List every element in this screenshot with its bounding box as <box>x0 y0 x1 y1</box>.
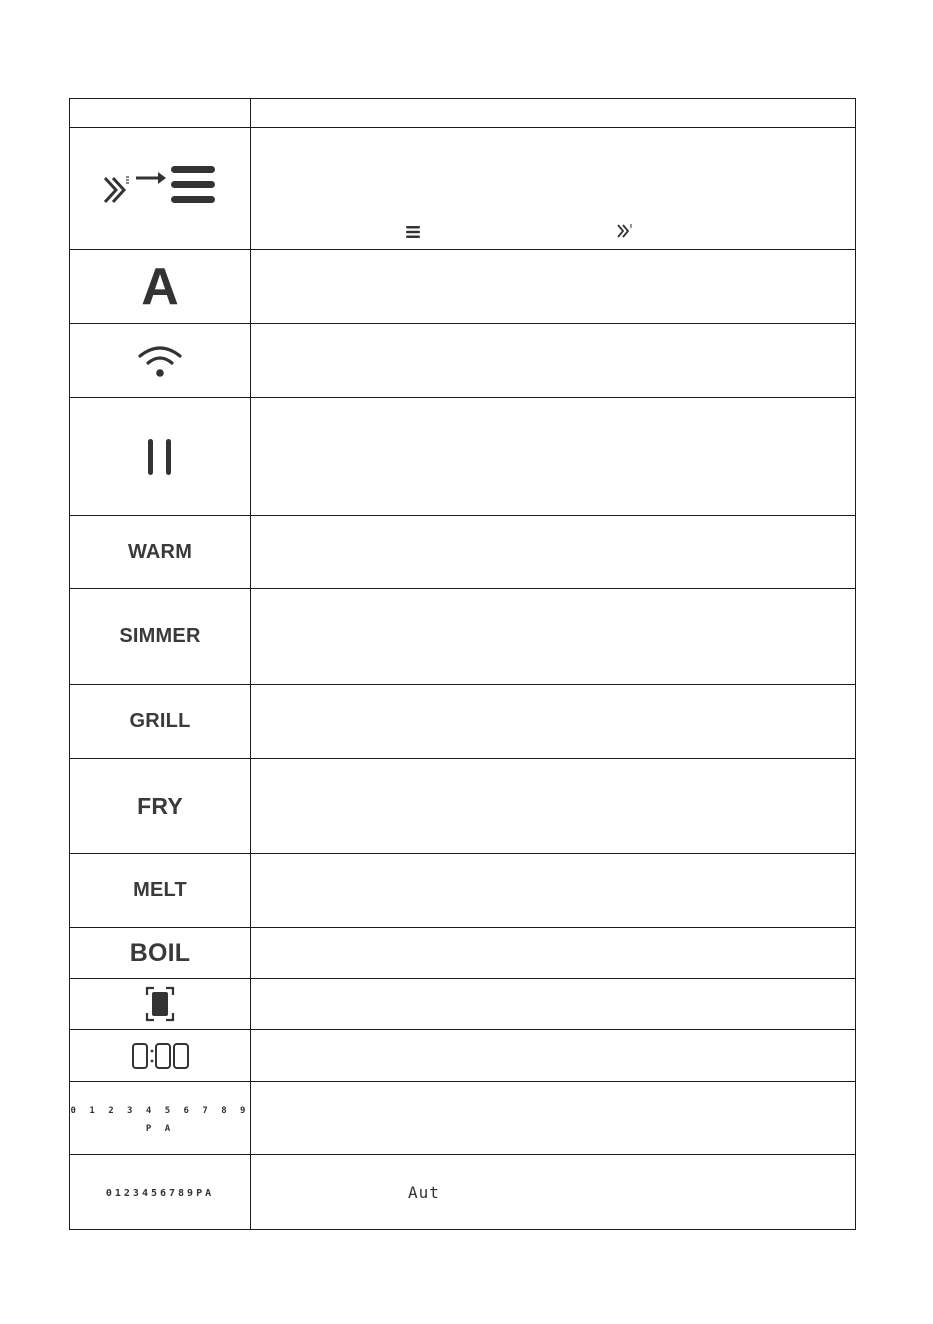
max-level-icon <box>405 225 421 239</box>
table-row <box>70 589 856 685</box>
symbol-cell <box>70 589 251 685</box>
symbol-cell <box>70 854 251 928</box>
symbol-cell <box>70 398 251 516</box>
symbol-cell <box>70 1030 251 1082</box>
symbol-cell <box>70 759 251 854</box>
description-cell <box>251 759 856 854</box>
symbol-cell <box>70 979 251 1030</box>
table-row <box>70 1155 856 1230</box>
table-row <box>70 398 856 516</box>
table-row <box>70 928 856 979</box>
table-row <box>70 854 856 928</box>
description-cell <box>251 1030 856 1082</box>
simmer-label: SIMMER <box>119 625 201 647</box>
symbol-cell <box>70 324 251 398</box>
symbol-cell <box>70 128 251 250</box>
description-cell <box>251 324 856 398</box>
table-row <box>70 128 856 250</box>
pan-bracket-icon <box>145 986 175 1022</box>
header-symbol-cell <box>70 99 251 128</box>
table-row <box>70 324 856 398</box>
description-cell <box>251 398 856 516</box>
table-row <box>70 759 856 854</box>
boil-label: BOIL <box>129 938 191 967</box>
description-cell <box>251 685 856 759</box>
table-row <box>70 516 856 589</box>
table-row <box>70 685 856 759</box>
aut-text: Aut <box>408 1183 440 1201</box>
display-digits-small: 0 1 2 3 4 5 6 7 8 9 P A <box>70 1106 250 1134</box>
symbol-cell <box>70 1082 251 1155</box>
melt-label: MELT <box>133 879 187 901</box>
symbol-cell <box>70 1155 251 1230</box>
description-cell <box>251 928 856 979</box>
description-cell <box>251 1082 856 1155</box>
boost-arrow-max-icon <box>102 164 218 214</box>
table-row <box>70 979 856 1030</box>
boost-icon <box>617 223 635 241</box>
description-cell <box>251 1155 856 1230</box>
segment-timer-icon <box>130 1041 190 1071</box>
pause-icon <box>145 437 175 477</box>
wifi-icon <box>136 342 184 380</box>
table-row <box>70 250 856 324</box>
symbol-cell <box>70 516 251 589</box>
display-digits-bold: 0123456789PA <box>105 1188 215 1199</box>
warm-label: WARM <box>127 540 193 563</box>
description-cell <box>251 589 856 685</box>
description-cell <box>251 250 856 324</box>
fry-label: FRY <box>137 792 183 819</box>
grill-label: GRILL <box>129 710 191 732</box>
header-description-cell <box>251 99 856 128</box>
table-row <box>70 1030 856 1082</box>
description-cell <box>251 516 856 589</box>
table-header-row <box>70 99 856 128</box>
aut-segment-text <box>408 1183 442 1201</box>
symbol-cell <box>70 250 251 324</box>
auto-letter-icon: A <box>141 257 179 316</box>
symbol-cell <box>70 685 251 759</box>
description-cell <box>251 128 856 250</box>
description-cell <box>251 854 856 928</box>
table-row <box>70 1082 856 1155</box>
symbol-table <box>69 98 856 1230</box>
symbol-cell <box>70 928 251 979</box>
description-cell <box>251 979 856 1030</box>
